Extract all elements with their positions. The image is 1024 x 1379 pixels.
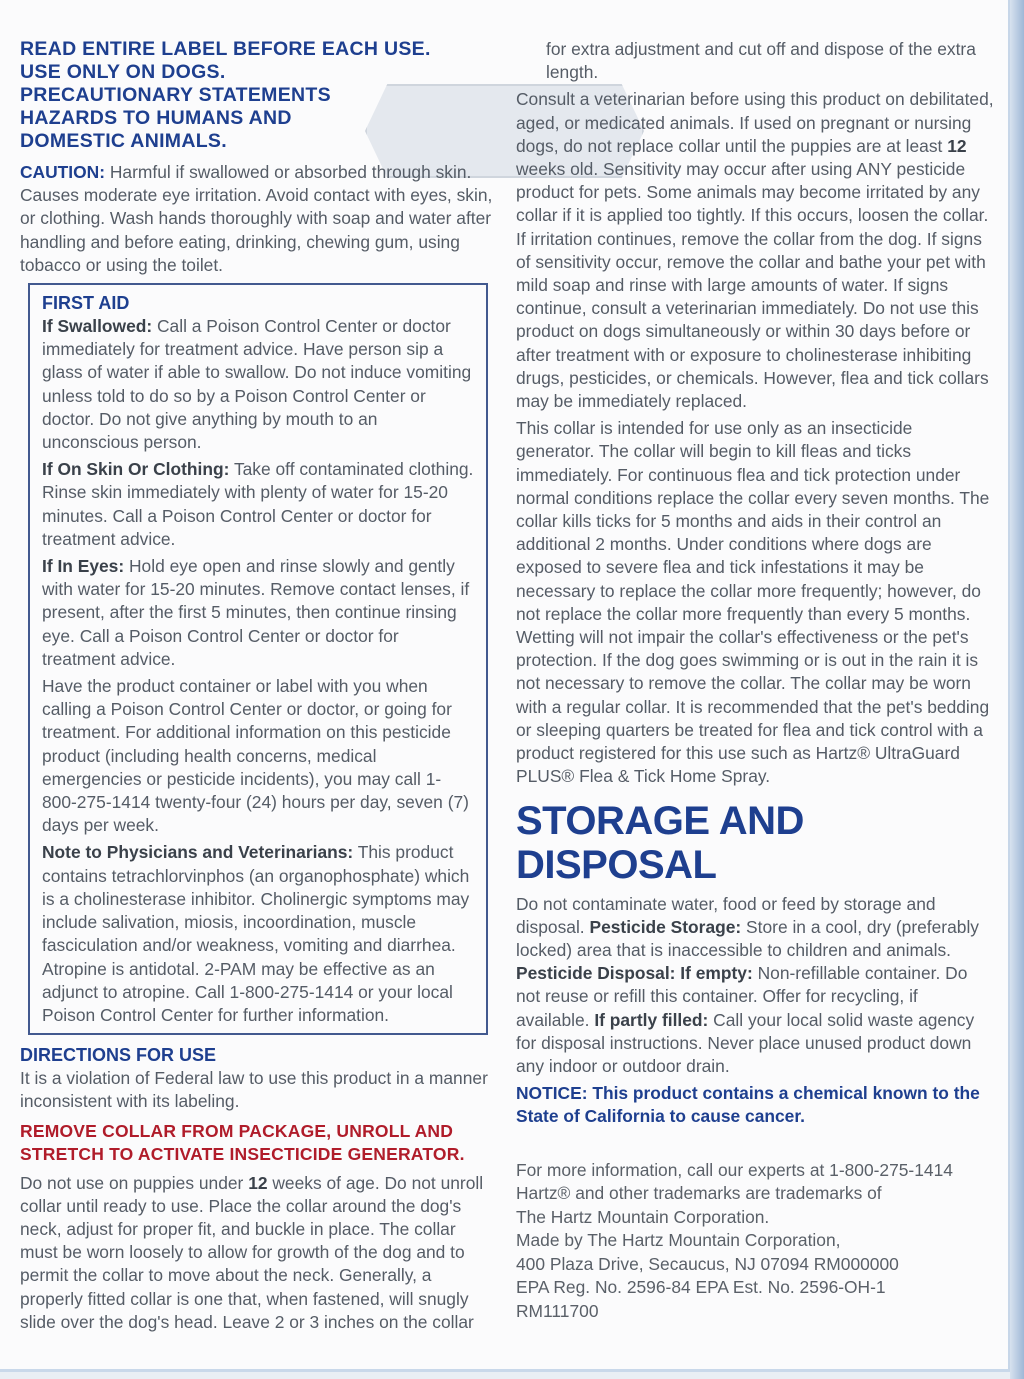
- first-aid-general: Have the product container or label with you when calling a Poison Control Center or doctor, or going for treatment. For additional information on this pesticide product (including health concerns, medical emergencies or pesticide incidents), you may call 1-800-275-1414 twenty-four (24) hours per day, seven (7) days per week.: [42, 676, 469, 836]
- storage-text: Store in a cool, dry (preferably locked) area that is inaccessible to children and animals.: [516, 916, 979, 960]
- eyes-label: If In Eyes:: [42, 556, 125, 577]
- activate-warning: REMOVE COLLAR FROM PACKAGE, UNROLL AND STRETCH TO ACTIVATE INSECTICIDE GENERATOR.: [20, 1120, 465, 1164]
- skin-label: If On Skin Or Clothing:: [42, 459, 230, 480]
- caution-text: Harmful if swallowed or absorbed through skin. Causes moderate eye irritation. Avoid contact with eyes, skin, or clothing. Wash hands thoroughly with soap and water after handling and before eating, drinking, chewing gum, using tobacco or using the toilet.: [20, 162, 493, 275]
- header-line: HAZARDS TO HUMANS AND: [20, 107, 292, 129]
- storage-paragraph: [516, 893, 994, 963]
- physicians-text: This product contains tetrachlorvinphos (an organophosphate) which is a cholinesterase inhibitor. Cholinergic symptoms may include salivation, miosis, incoordination, muscle fasciculation and/or weakness, vomiting and diarrhea. Atropine is antidotal. 2-PAM may be effective as an adjunct to atropine. Call 1-800-275-1414 or your local Poison Control Center for further information.: [42, 842, 470, 1025]
- header-line: PRECAUTIONARY STATEMENTS: [20, 84, 331, 106]
- disposal-text: Non-refillable container. Do not reuse or refill this container. Offer for recycling, if available.: [516, 963, 968, 1030]
- swallowed-text: Call a Poison Control Center or doctor immediately for treatment advice. Have person sip a glass of water if able to swallow. Do not induce vomiting unless told to do so by a Poison Control Center or doctor. Do not give anything by mouth to an unconscious person.: [42, 316, 472, 453]
- footer-line: 400 Plaza Drive, Secaucus, NJ 07094 RM000000: [516, 1253, 899, 1274]
- package-edge: [1010, 0, 1024, 1379]
- federal-law-text: It is a violation of Federal law to use this product in a manner inconsistent with its labeling.: [20, 1068, 488, 1112]
- directions-title: DIRECTIONS FOR USE: [20, 1045, 217, 1066]
- footer-line: For more information, call our experts at 1-800-275-1414: [516, 1159, 953, 1180]
- skin-text: Take off contaminated clothing. Rinse skin immediately with plenty of water for 15-20 minutes. Call a Poison Control Center or doctor for treatment advice.: [42, 459, 474, 549]
- physicians-note: [42, 841, 474, 1027]
- footer-line: EPA Reg. No. 2596-84 EPA Est. No. 2596-OH-1: [516, 1277, 886, 1298]
- partly-label: If partly filled:: [594, 1009, 709, 1030]
- puppies-paragraph: [20, 1172, 496, 1334]
- storage-title: STORAGE AND DISPOSAL: [516, 798, 804, 887]
- continuation-text: for extra adjustment and cut off and dispose of the extra length.: [546, 39, 976, 83]
- first-aid-eyes: [42, 555, 474, 671]
- footer-line: The Hartz Mountain Corporation.: [516, 1206, 770, 1227]
- header-line: USE ONLY ON DOGS.: [20, 61, 226, 83]
- first-aid-swallowed: [42, 315, 474, 454]
- consult-paragraph: [516, 88, 994, 413]
- puppies-post: weeks of age. Do not unroll collar until ready to use. Place the collar around the dog's neck, adjust for proper fit, and buckle in place. The collar must be worn loosely to allow for growth of the dog and to permit the collar to move about the neck. Generally, a properly fitted collar is one that, when fastened, will snugly slide over the dog's head. Leave 2 or 3 inches on the collar: [20, 1172, 484, 1332]
- caution-label: CAUTION:: [20, 162, 106, 182]
- footer-line: Made by The Hartz Mountain Corporation,: [516, 1230, 841, 1251]
- california-notice: NOTICE: This product contains a chemical known to the State of California to cause cancer.: [516, 1083, 980, 1127]
- physicians-label: Note to Physicians and Veterinarians:: [42, 842, 354, 863]
- disposal-paragraph: [516, 962, 994, 1078]
- header-line: DOMESTIC ANIMALS.: [20, 130, 227, 152]
- first-aid-box: [28, 283, 488, 1035]
- puppies-num: 12: [248, 1172, 268, 1193]
- consult-pre: Consult a veterinarian before using this product on debilitated, aged, or medicated animals. If used on pregnant or nursing dogs, do not replace collar until the puppies are at least: [516, 89, 994, 156]
- footer-block: [516, 1159, 994, 1324]
- disposal-label: Pesticide Disposal: If empty:: [516, 963, 753, 984]
- footer-line: RM111700: [516, 1300, 599, 1321]
- caution-paragraph: [20, 161, 496, 277]
- right-column: [516, 38, 994, 1323]
- puppies-pre: Do not use on puppies under: [20, 1172, 249, 1193]
- header-line: READ ENTIRE LABEL BEFORE EACH USE.: [20, 38, 431, 60]
- swallowed-label: If Swallowed:: [42, 316, 153, 337]
- left-column: [20, 38, 496, 1334]
- storage-label: Pesticide Storage:: [589, 916, 742, 937]
- first-aid-skin: [42, 458, 474, 551]
- generator-paragraph: This collar is intended for use only as an insecticide generator. The collar will begin to kill fleas and ticks immediately. For continuous flea and tick protection under normal conditions replace the collar every seven months. The collar kills ticks for 5 months and aids in their control an additional 2 months. Under conditions where dogs are exposed to severe flea and tick infestations it may be necessary to replace the collar more frequently; however, do not replace the collar more frequently than every 5 months. Wetting will not impair the collar's effectiveness or the pet's protection. If the dog goes swimming or is out in the rain it is not necessary to remove the collar. The collar may be worn with a regular collar. It is recommended that the pet's bedding or sleeping quarters be treated for flea and tick control with a product registered for this use such as Hartz® UltraGuard PLUS® Flea & Tick Home Spray.: [516, 418, 990, 787]
- eyes-text: Hold eye open and rinse slowly and gently with water for 15-20 minutes. Remove contact lenses, if present, after the first 5 minutes, then continue rinsing eye. Call a Poison Control Center or doctor for treatment advice.: [42, 556, 470, 669]
- footer-line: Hartz® and other trademarks are trademarks of: [516, 1183, 882, 1204]
- storage-intro: Do not contaminate water, food or feed by storage and disposal.: [516, 893, 936, 937]
- first-aid-title: FIRST AID: [42, 293, 130, 314]
- consult-post: weeks old. Sensitivity may occur after using ANY pesticide product for pets. Some animals may become irritated by any collar if it is applied too tightly. If this occurs, loosen the collar. If irritation continues, remove the collar from the dog. If signs of sensitivity occur, remove the collar and bathe your pet with mild soap and rinse with large amounts of water. If signs continue, consult a veterinarian immediately. Do not use this product on dogs simultaneously or within 30 days before or after treatment with or exposure to cholinesterase inhibiting drugs, pesticides, or chemicals. However, flea and tick collars may be immediately replaced.: [516, 159, 989, 412]
- consult-num: 12: [947, 135, 967, 156]
- partly-text: Call your local solid waste agency for disposal instructions. Never place unused product down any indoor or outdoor drain.: [516, 1009, 975, 1076]
